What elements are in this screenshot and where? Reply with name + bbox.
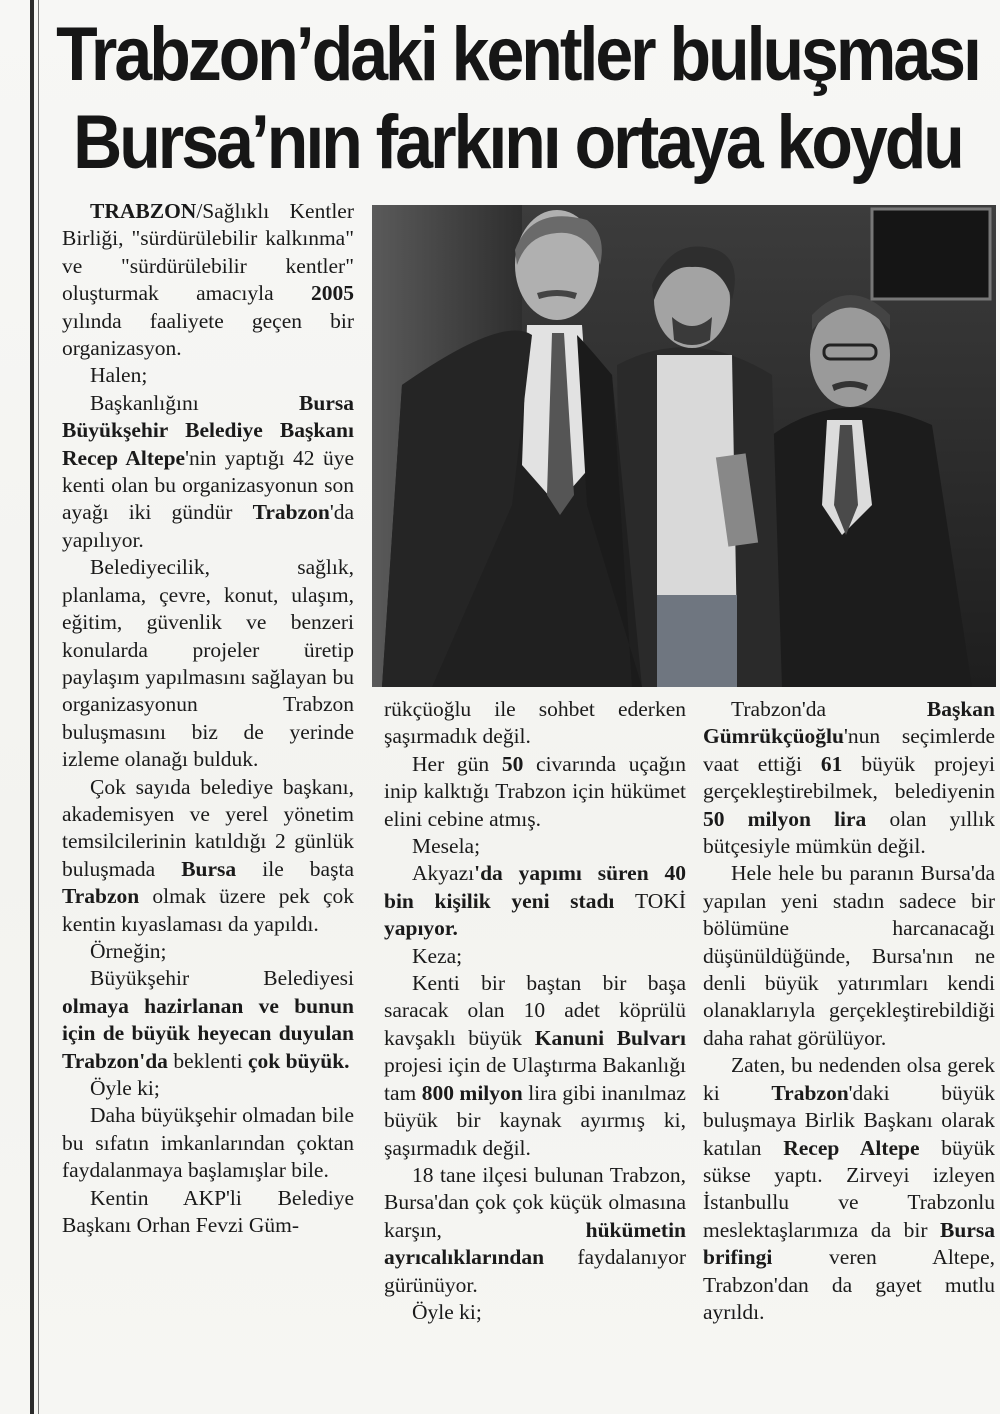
text: Belediyecilik, sağlık, planlama, çevre, konut, ulaşım, eğitim, güvenlik ve benzeri konularda projeler üretip paylaşım yapılmasını sağlayan bu organizasyonun Trabzon buluşmasını biz de yerinde izleme olanağı bulduk.	[62, 555, 354, 772]
text: veren Altepe, Trabzon'dan da gayet mutlu ayrıldı.	[703, 1245, 995, 1324]
column-rule	[30, 0, 34, 1414]
text: beklenti	[173, 1048, 243, 1073]
paragraph	[384, 860, 686, 942]
paragraph	[703, 1052, 995, 1326]
bold-text: yapıyor.	[384, 916, 458, 941]
text: Büyükşehir Belediyesi	[90, 966, 354, 991]
column-rule-thin	[38, 0, 39, 1414]
text: Kenti bir baştan bir başa saracak olan 10 adet köprülü kavşaklı büyük	[384, 971, 686, 1050]
article-column-2	[384, 696, 686, 1326]
text: Keza;	[412, 943, 463, 968]
paragraph	[384, 970, 686, 1162]
text: Her gün	[412, 751, 502, 776]
text: Öyle ki;	[90, 1076, 160, 1100]
text: lira gibi inanılmaz büyük bir kaynak ayırmış ki, şaşırmadık değil.	[384, 1080, 686, 1160]
text: olan yıllık bütçesiyle mümkün değil.	[703, 806, 995, 859]
paragraph	[62, 774, 354, 938]
text: Örneğin;	[90, 938, 167, 963]
paragraph	[62, 554, 354, 773]
bold-text: Trabzon	[62, 884, 140, 909]
bold-text: Bursa Büyükşehir Belediye Başkanı Recep Altepe	[62, 390, 354, 470]
bold-text: Recep Altepe	[783, 1135, 920, 1160]
text: Öyle ki;	[412, 1299, 482, 1324]
bold-text: Kanuni Bulvarı	[534, 1025, 687, 1050]
text: büyük projeyi gerçekleştirebilmek, belediyenin	[703, 751, 995, 804]
paragraph	[384, 696, 686, 751]
paragraph	[384, 943, 686, 970]
text: TOKİ	[635, 888, 686, 913]
bold-text: 2005	[311, 281, 354, 306]
text: 'daki büyük buluşmaya Birlik Başkanı olarak katılan	[703, 1080, 995, 1160]
photo-three-men-icon	[372, 205, 996, 687]
bold-text: Bursa	[181, 856, 237, 881]
text: rükçüoğlu ile sohbet ederken şaşırmadık değil.	[384, 697, 686, 749]
text: Mesela;	[412, 834, 481, 859]
bold-text: 50	[501, 751, 524, 776]
text: 18 tane ilçesi bulunan Trabzon, Bursa'dan çok çok küçük olmasına karşın,	[384, 1162, 686, 1242]
text: Daha büyükşehir olmadan bile bu sıfatın imkanlarından çoktan faydalanmaya başlamışlar bile.	[62, 1103, 354, 1183]
bold-text: 61	[820, 751, 843, 776]
bold-text: Bursa brifingi	[703, 1217, 995, 1270]
text: Trabzon'da	[731, 697, 927, 721]
text: Zaten, bu nedenden olsa gerek ki	[703, 1053, 995, 1105]
bold-text: Başkan Gümrükçüoğlu	[703, 697, 995, 749]
text: 'nin yaptığı 42 üye kenti olan bu organizasyonun son ayağı iki gündür	[62, 445, 354, 525]
paragraph	[703, 696, 995, 860]
paragraph	[384, 751, 686, 833]
bold-text: 800 milyon	[421, 1080, 523, 1105]
article-column-1	[62, 198, 354, 1239]
bold-text: 'da yapımı süren 40 bin kişilik yeni stadı	[384, 861, 686, 913]
paragraph	[62, 1102, 354, 1184]
paragraph	[62, 938, 354, 965]
paragraph	[62, 1075, 354, 1102]
text: /Sağlıklı Kentler Birliği, "sürdürülebilir kalkınma" ve "sürdürülebilir kentler" oluşturmak amacıyla	[62, 199, 354, 306]
paragraph	[62, 965, 354, 1075]
text: Halen;	[90, 363, 148, 388]
paragraph	[62, 362, 354, 389]
text: yılında faaliyete geçen bir organizasyon.	[62, 308, 354, 361]
text: Akyazı	[412, 861, 475, 886]
bold-text: olmaya hazirlanan ve bunun için de büyük heyecan duyulan Trabzon'da	[62, 993, 354, 1073]
bold-text: hükümetin ayrıcalıklarından	[384, 1217, 686, 1270]
text: ile başta	[236, 856, 354, 881]
paragraph	[703, 860, 995, 1052]
text: 'nun seçimlerde vaat ettiği	[703, 724, 995, 776]
paragraph-continued: Kentin AKP'li Belediye Başkanı Orhan Fevzi Güm-	[62, 1185, 354, 1238]
headline-line-1: Trabzon’daki kentler buluşması	[56, 11, 979, 97]
text: projesi için de Ulaştırma Bakanlığı tam	[384, 1053, 686, 1105]
paragraph	[62, 390, 354, 554]
paragraph	[384, 833, 686, 860]
news-photo	[372, 205, 996, 687]
text: civarında uçağın inip kalktığı Trabzon için hükümet elini cebine atmış.	[384, 751, 686, 831]
paragraph	[62, 198, 354, 362]
bold-text: Trabzon	[252, 500, 330, 525]
dateline: TRABZON	[90, 199, 197, 223]
text: büyük sükse yaptı. Zirveyi izleyen İstanbullu ve Trabzonlu meslektaşlarımıza da bir	[703, 1135, 995, 1242]
text: Hele hele bu paranın Bursa'da yapılan yeni stadın sadece bir bölümüne harcanacağı düşünüldüğünde, Bursa'nın ne denli büyük yatırımları kendi olanaklarıyla gerçekleştirebildiği daha rahat görülüyor.	[703, 861, 995, 1050]
headline-line-2: Bursa’nın farkını ortaya koydu	[73, 99, 962, 185]
text: 'da yapılıyor.	[62, 500, 354, 552]
bold-text: çok büyük.	[242, 1048, 350, 1073]
paragraph	[384, 1162, 686, 1299]
bold-text: 50 milyon lira	[703, 806, 867, 831]
text: faydalanıyor gürünüyor.	[384, 1245, 686, 1297]
article-column-3	[703, 696, 995, 1326]
text: Başkanlığını	[90, 390, 300, 415]
text: Çok sayıda belediye başkanı, akademisyen ve yerel yönetim temsilcilerinin katıldığı 2 günlük buluşmada	[62, 774, 354, 881]
text: olmak üzere pek çok kentin kıyaslaması da yapıldı.	[62, 884, 354, 936]
paragraph	[384, 1299, 686, 1326]
bold-text: Trabzon	[771, 1080, 849, 1105]
